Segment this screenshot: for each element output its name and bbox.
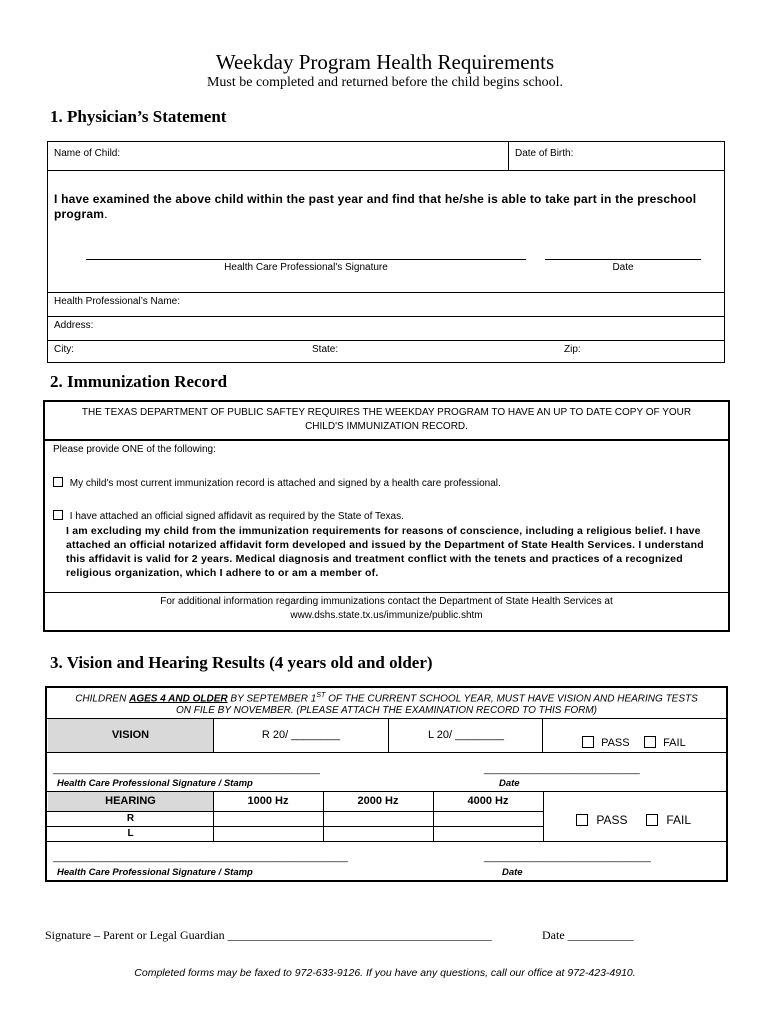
physician-statement-box [47, 141, 725, 363]
signature-line[interactable] [86, 259, 526, 260]
hearing-fail-checkbox[interactable] [646, 814, 658, 826]
vision-fail-checkbox[interactable] [644, 736, 656, 748]
vision-hearing-notice-line1 [47, 690, 726, 705]
divider [47, 826, 544, 827]
state-field[interactable]: State: [312, 344, 339, 355]
vision-hearing-notice [47, 690, 726, 717]
divider [47, 811, 544, 812]
divider [48, 292, 724, 293]
immunization-info-line1: For additional information regarding immunizations contact the Department of State Health Services at [160, 596, 613, 607]
divider [45, 439, 728, 441]
hearing-signature-label: Health Care Professional Signature / Stamp [57, 867, 253, 878]
vision-fail-label: FAIL [663, 737, 686, 749]
divider [47, 841, 726, 842]
parent-date-line[interactable]: Date ___________ [542, 928, 634, 942]
option1-label: My child's most current immunization record is attached and signed by a health care professional. [69, 478, 501, 489]
hearing-signature-line[interactable]: _____________________________________________________ [53, 852, 348, 863]
option1-checkbox[interactable] [53, 477, 63, 487]
option2-checkbox[interactable] [53, 510, 63, 520]
page-subtitle: Must be completed and returned before the child begins school. [206, 75, 564, 90]
divider [48, 340, 724, 341]
section3-heading: 3. Vision and Hearing Results (4 years old and older) [50, 653, 433, 672]
hearing-4000hz-header: 4000 Hz [467, 795, 509, 807]
date-line[interactable] [545, 259, 701, 260]
divider [47, 752, 726, 753]
notice-superscript: ST [316, 692, 326, 699]
vision-date-line[interactable]: ____________________________ [484, 764, 640, 775]
notice-text: OF THE CURRENT SCHOOL YEAR, MUST HAVE VISION AND HEARING TESTS [325, 693, 698, 705]
immunization-notice-line2: CHILD'S IMMUNIZATION RECORD. [305, 421, 468, 432]
vision-label: VISION [111, 729, 150, 741]
vision-fail-option [644, 736, 686, 749]
immunization-notice-line1: THE TEXAS DEPARTMENT OF PUBLIC SAFTEY REQUIRES THE WEEKDAY PROGRAM TO HAVE AN UP TO DATE COPY OF YOUR [81, 407, 692, 418]
section1-heading: 1. Physician’s Statement [50, 107, 227, 126]
divider [45, 592, 728, 593]
option2-row [53, 510, 404, 522]
address-field[interactable]: Address: [54, 320, 94, 331]
vision-right-value: R 20/ ________ [261, 729, 341, 741]
vision-left-value: L 20/ ________ [427, 729, 505, 741]
divider [543, 791, 544, 841]
divider [48, 316, 724, 317]
vision-date-label: Date [499, 778, 520, 789]
hearing-date-label: Date [502, 867, 523, 878]
physician-statement [54, 192, 709, 222]
vision-pass-option [582, 736, 630, 749]
divider [48, 170, 724, 171]
option2-label: I have attached an official signed affidavit as required by the State of Texas. [69, 511, 404, 522]
hearing-2000hz-header: 2000 Hz [357, 795, 399, 807]
section2-heading: 2. Immunization Record [50, 372, 228, 391]
fax-note: Completed forms may be faxed to 972-633-9126. If you have any questions, call our office at 972-423-4910. [134, 967, 636, 979]
hearing-label: HEARING [105, 795, 156, 807]
city-field[interactable]: City: [54, 344, 74, 355]
vision-signature-label: Health Care Professional Signature / Stamp [57, 778, 253, 789]
vision-pass-label: PASS [601, 737, 630, 749]
hearing-fail-label: FAIL [666, 813, 692, 827]
provide-one-text: Please provide ONE of the following: [53, 444, 216, 455]
date-of-birth-field[interactable]: Date of Birth: [515, 148, 574, 159]
hearing-date-line[interactable]: ______________________________ [484, 852, 651, 863]
signature-label: Health Care Professional's Signature [224, 262, 388, 273]
hearing-fail-option [646, 813, 691, 827]
zip-field[interactable]: Zip: [564, 344, 581, 355]
hearing-right-label: R [126, 813, 135, 824]
parent-signature-line[interactable]: Signature – Parent or Legal Guardian ____________________________________________ [45, 928, 492, 942]
hearing-left-label: L [127, 828, 134, 839]
vision-signature-line[interactable]: ________________________________________________ [53, 764, 320, 775]
vision-hearing-notice-line2: ON FILE BY NOVEMBER. (PLEASE ATTACH THE EXAMINATION RECORD TO THIS FORM) [176, 705, 597, 717]
immunization-info [45, 595, 728, 623]
notice-text: CHILDREN [75, 693, 130, 705]
affidavit-text: I am excluding my child from the immunization requirements for reasons of conscience, including a religious belief. I have attached an official notarized affidavit form developed and issued by the Department of State Health Services. I understand this affidavit is valid for 2 years. Medical diagnosis and treatment conflict with the tenets and practices of a recognized religious organization, which I adhere to or am a member of. [66, 525, 704, 579]
physician-statement-text: I have examined the above child within the past year and find that he/she is able to take part in the preschool program [54, 192, 697, 221]
name-of-child-field[interactable]: Name of Child: [54, 148, 121, 159]
hearing-pass-option [576, 813, 627, 827]
hearing-pass-checkbox[interactable] [576, 814, 588, 826]
hearing-pass-label: PASS [596, 813, 628, 827]
divider [508, 142, 509, 171]
vision-pass-checkbox[interactable] [582, 736, 594, 748]
notice-text: BY SEPTEMBER 1 [227, 693, 317, 705]
physician-statement-period: . [104, 207, 108, 221]
page-title: Weekday Program Health Requirements [215, 50, 555, 74]
immunization-notice [45, 406, 728, 434]
date-label: Date [612, 262, 634, 273]
immunization-info-link[interactable]: www.dshs.state.tx.us/immunize/public.shtm [290, 610, 483, 621]
option1-row [53, 477, 501, 489]
hearing-1000hz-header: 1000 Hz [247, 795, 289, 807]
notice-bold-text: AGES 4 AND OLDER [129, 693, 228, 705]
health-professional-name-field[interactable]: Health Professional’s Name: [54, 296, 180, 307]
